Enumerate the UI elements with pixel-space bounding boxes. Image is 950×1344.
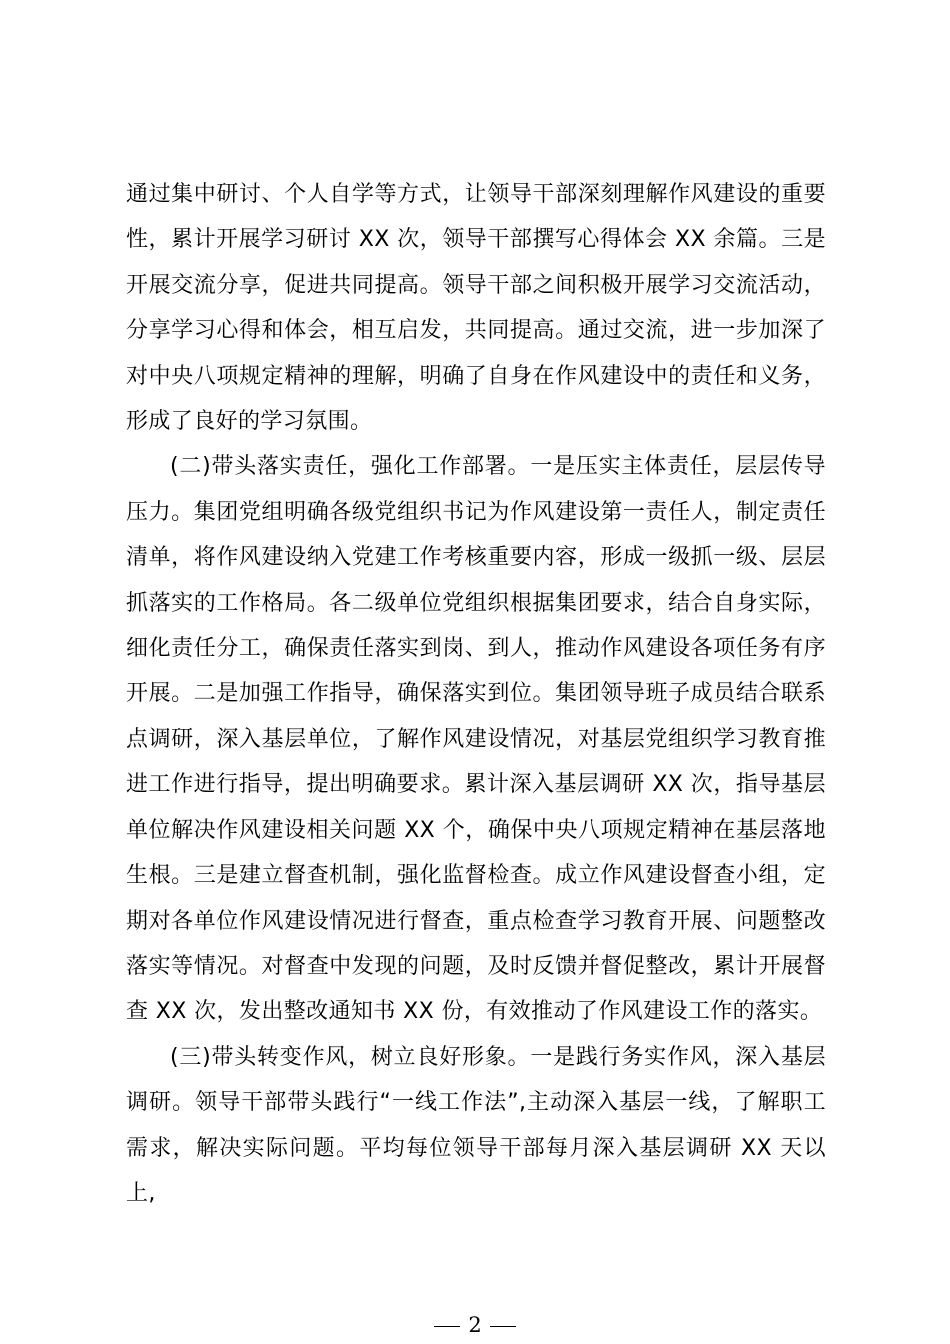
paragraph-1: 通过集中研讨、个人自学等方式，让领导干部深刻理解作风建设的重要性，累计开展学习研讨 XX 次，领导干部撰写心得体会 XX 余篇。三是开展交流分享，促进共同提高。领导干部之间积极开展学习交流活动，分享学习心得和体会，相互启发，共同提高。通过交流，进一步加深了对中央八项规定精神的理解，明确了自身在作风建设中的责任和义务，形成了良好的学习氛围。 <box>126 182 826 435</box>
footer-dash-left <box>434 1326 460 1327</box>
page-footer <box>0 1310 950 1340</box>
document-body <box>126 172 826 1216</box>
page-number: 2 <box>468 1313 482 1337</box>
paragraph-3: (三)带头转变作风，树立良好形象。一是践行务实作风，深入基层调研。领导干部带头践行“一线工作法”,主动深入基层一线，了解职工需求，解决实际问题。平均每位领导干部每月深入基层调研 XX 天以上, <box>126 1044 826 1206</box>
paragraph-2: (二)带头落实责任，强化工作部署。一是压实主体责任，层层传导压力。集团党组明确各级党组织书记为作风建设第一责任人，制定责任清单，将作风建设纳入党建工作考核重要内容，形成一级抓一级、层层抓落实的工作格局。各二级单位党组织根据集团要求，结合自身实际，细化责任分工，确保责任落实到岗、到人，推动作风建设各项任务有序开展。二是加强工作指导，确保落实到位。集团领导班子成员结合联系点调研，深入基层单位，了解作风建设情况，对基层党组织学习教育推进工作进行指导，提出明确要求。累计深入基层调研 XX 次，指导基层单位解决作风建设相关问题 XX 个，确保中央八项规定精神在基层落地生根。三是建立督查机制，强化监督检查。成立作风建设督查小组，定期对各单位作风建设情况进行督查，重点检查学习教育开展、问题整改落实等情况。对督查中发现的问题，及时反馈并督促整改，累计开展督查 XX 次，发出整改通知书 XX 份，有效推动了作风建设工作的落实。 <box>126 454 826 1025</box>
footer-dash-right <box>490 1326 516 1327</box>
